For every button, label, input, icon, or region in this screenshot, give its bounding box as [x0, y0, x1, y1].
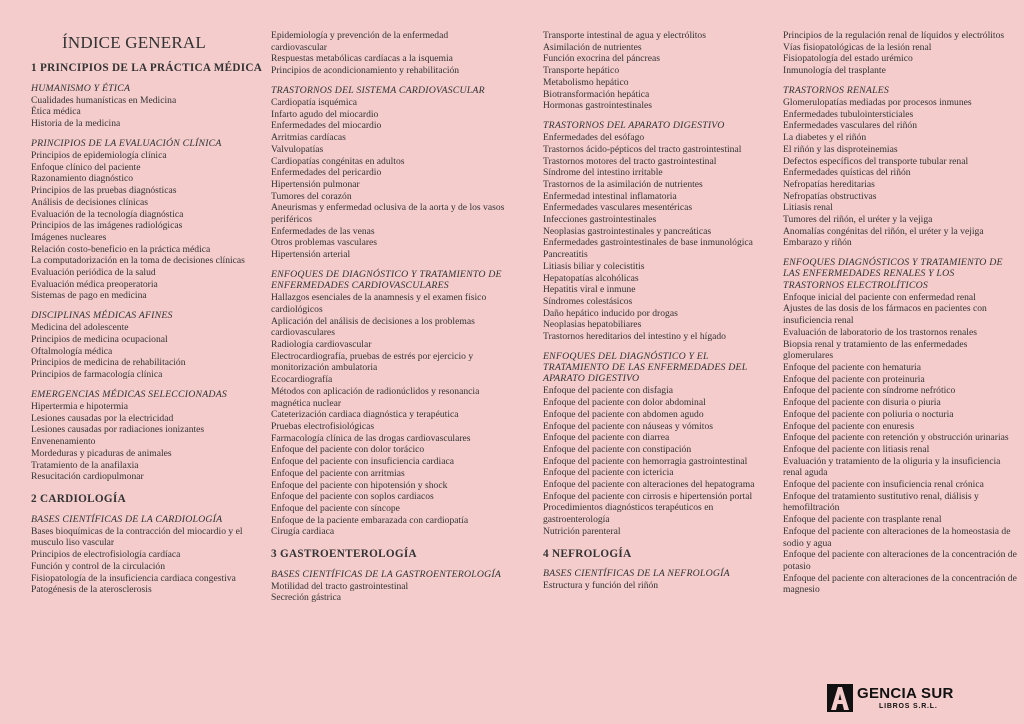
- index-entry: Enfoque del paciente con cirrosis e hipertensión portal: [543, 490, 753, 502]
- index-column-1: [31, 30, 265, 596]
- section-heading: TRASTORNOS DEL APARATO DIGESTIVO: [543, 119, 725, 131]
- index-entry: Hormonas gastrointestinales: [543, 100, 652, 112]
- section-heading: TRASTORNOS RENALES: [783, 84, 890, 96]
- index-entry: Historia de la medicina: [31, 118, 121, 130]
- chapter-heading: 2 CARDIOLOGÍA: [31, 493, 126, 505]
- index-entry: Trastornos de la asimilación de nutrientes: [543, 178, 703, 190]
- index-entry: Enfoque del paciente con disuria o piuria: [783, 397, 941, 409]
- index-entry: Mordeduras y picaduras de animales: [31, 447, 172, 459]
- index-entry: Evaluación periódica de la salud: [31, 267, 156, 279]
- index-entry: Enfoque del paciente con alteraciones de la concentración de magnesio: [783, 572, 1017, 596]
- index-entry: Trastornos hereditarios del intestino y el hígado: [543, 331, 726, 343]
- index-entry: Lesiones causadas por radiaciones ionizantes: [31, 424, 205, 436]
- index-entry: Hipertermia e hipotermia: [31, 401, 128, 413]
- section-heading: DISCIPLINAS MÉDICAS AFINES: [31, 310, 173, 322]
- section-heading: ENFOQUES DIAGNÓSTICOS Y TRATAMIENTO DE LAS ENFERMEDADES RENALES Y LOS TRASTORNOS ELECTROLÍTICOS: [783, 257, 1003, 291]
- index-entry: Enfoque del paciente con náuseas y vómitos: [543, 420, 713, 432]
- index-entry: Análisis de decisiones clínicas: [31, 196, 148, 208]
- section-heading: PRINCIPIOS DE LA EVALUACIÓN CLÍNICA: [31, 137, 222, 149]
- index-entry: Enfoque del paciente con hemorragia gastrointestinal: [543, 455, 748, 467]
- index-entry: Hipertensión arterial: [271, 249, 351, 261]
- logo-a-mark-icon: [827, 684, 853, 712]
- index-entry: Metabolismo hepático: [543, 76, 629, 88]
- index-entry: Tratamiento de la anafilaxia: [31, 459, 139, 471]
- index-entry: Enfermedades del miocardio: [271, 120, 382, 132]
- column-entries: [783, 30, 1017, 596]
- index-entry: Pruebas electrofisiológicas: [271, 421, 375, 432]
- index-entry: Valvulopatías: [271, 143, 324, 155]
- index-entry: Métodos con aplicación de radionúclidos y resonancia magnética nuclear: [271, 385, 480, 409]
- index-entry: Tumores del riñón, el uréter y la vejiga: [783, 214, 933, 226]
- chapter-heading: 3 GASTROENTEROLOGÍA: [271, 548, 417, 561]
- index-entry: Nutrición parenteral: [543, 525, 621, 537]
- section-heading: TRASTORNOS DEL SISTEMA CARDIOVASCULAR: [271, 84, 485, 96]
- index-entry: Farmacología clínica de las drogas cardiovasculares: [271, 432, 471, 444]
- section-heading: ENFOQUES DEL DIAGNÓSTICO Y EL TRATAMIENTO DE LAS ENFERMEDADES DEL APARATO DIGESTIVO: [543, 350, 748, 385]
- index-entry: Síndrome del intestino irritable: [543, 167, 663, 179]
- index-entry: Hepatopatías alcohólicas: [543, 272, 639, 284]
- section-heading: BASES CIENTÍFICAS DE LA NEFROLOGÍA: [543, 568, 730, 580]
- index-entry: Defectos específicos del transporte tubular renal: [783, 155, 969, 167]
- index-entry: Enfoque del tratamiento sustitutivo renal, diálisis y hemofiltración: [783, 490, 979, 514]
- index-entry: Patogénesis de la aterosclerosis: [31, 584, 152, 596]
- index-column-2: [271, 30, 505, 604]
- index-entry: Función exocrina del páncreas: [543, 53, 660, 65]
- index-entry: Transporte intestinal de agua y electrólitos: [543, 30, 706, 41]
- index-entry: Trastornos ácido-pépticos del tracto gastrointestinal: [543, 143, 742, 155]
- index-entry: Enfermedades gastrointestinales de base inmunológica: [543, 237, 753, 249]
- index-entry: Enfoque del paciente con diarrea: [543, 432, 670, 444]
- index-entry: Enfoque del paciente con hipotensión y shock: [271, 479, 448, 491]
- index-entry: Cardiopatía isquémica: [271, 97, 358, 109]
- index-entry: Cualidades humanísticas en Medicina: [31, 94, 177, 106]
- index-entry: Oftalmología médica: [31, 345, 113, 357]
- index-entry: Enfermedades del pericardio: [271, 167, 382, 179]
- index-entry: Inmunología del trasplante: [783, 65, 886, 77]
- index-entry: Enfoque del paciente con soplos cardiacos: [271, 491, 434, 503]
- index-entry: Enfoque del paciente con enuresis: [783, 420, 915, 432]
- index-entry: Nefropatías hereditarias: [783, 178, 875, 190]
- index-entry: Enfermedades quísticas del riñón: [783, 167, 911, 179]
- index-entry: Arritmias cardíacas: [271, 132, 346, 144]
- index-column-4: [783, 30, 1017, 596]
- index-entry: Vías fisiopatológicas de la lesión renal: [783, 41, 932, 53]
- index-entry: Trastornos motores del tracto gastrointestinal: [543, 155, 717, 167]
- index-entry: Secreción gástrica: [271, 592, 342, 604]
- index-entry: Enfoque del paciente con síndrome nefrótico: [783, 385, 956, 397]
- page-title: ÍNDICE GENERAL: [62, 33, 206, 52]
- index-entry: Enfoque del paciente con proteinuria: [783, 373, 925, 385]
- section-heading: BASES CIENTÍFICAS DE LA GASTROENTEROLOGÍA: [271, 568, 502, 580]
- section-heading: EMERGENCIAS MÉDICAS SELECCIONADAS: [31, 388, 227, 400]
- index-entry: Enfoque de la paciente embarazada con cardiopatía: [271, 514, 469, 526]
- index-entry: Imágenes nucleares: [31, 231, 107, 243]
- index-entry: Otros problemas vasculares: [271, 237, 378, 249]
- index-entry: Cateterización cardiaca diagnóstica y terapéutica: [271, 409, 459, 421]
- index-entry: Cardiopatías congénitas en adultos: [271, 155, 405, 167]
- index-entry: Biotransformación hepática: [543, 88, 650, 100]
- index-entry: Enfoque del paciente con abdomen agudo: [543, 408, 704, 420]
- index-entry: Enfoque inicial del paciente con enfermedad renal: [783, 291, 976, 303]
- index-column-3: [543, 30, 777, 592]
- index-entry: Relación costo-beneficio en la práctica médica: [31, 243, 211, 255]
- column-entries: [271, 30, 505, 604]
- publisher-logo: [827, 684, 954, 718]
- index-entry: Enfermedades de las venas: [271, 225, 375, 237]
- index-entry: Síndromes colestásicos: [543, 295, 633, 307]
- index-entry: Infecciones gastrointestinales: [543, 214, 657, 226]
- index-entry: Principios de las pruebas diagnósticas: [31, 185, 177, 197]
- index-entry: Estructura y función del riñón: [543, 580, 659, 592]
- index-entry: Principios de farmacología clínica: [31, 369, 163, 381]
- index-entry: Enfermedades del esófago: [543, 132, 645, 144]
- index-entry: Evaluación médica preoperatoria: [31, 278, 158, 290]
- index-entry: Enfoque del paciente con retención y obstrucción urinarias: [783, 432, 1009, 444]
- index-entry: Anomalías congénitas del riñón, el uréter y la vejiga: [783, 225, 984, 237]
- index-entry: Principios de epidemiología clínica: [31, 150, 167, 162]
- index-entry: Enfoque clínico del paciente: [31, 161, 141, 173]
- index-entry: Razonamiento diagnóstico: [31, 173, 134, 185]
- index-entry: Enfoque del paciente con constipación: [543, 443, 692, 455]
- index-entry: Sistemas de pago en medicina: [31, 290, 147, 302]
- index-entry: Glomerulopatías mediadas por procesos inmunes: [783, 97, 972, 109]
- index-entry: Enfoque del paciente con litiasis renal: [783, 443, 930, 455]
- chapter-heading: 1 PRINCIPIOS DE LA PRÁCTICA MÉDICA: [31, 62, 263, 74]
- index-entry: Electrocardiografía, pruebas de estrés por ejercicio y monitorización ambulatoria: [271, 350, 474, 374]
- index-entry: Biopsia renal y tratamiento de las enfermedades glomerulares: [783, 338, 968, 362]
- column-entries: [31, 62, 265, 596]
- index-entry: Principios de acondicionamiento y rehabilitación: [271, 65, 460, 77]
- index-entry: Bases bioquímicas de la contracción del miocardio y el musculo liso vascular: [31, 525, 243, 549]
- index-entry: Radiología cardiovascular: [271, 339, 372, 351]
- index-entry: Nefropatías obstructivas: [783, 190, 877, 202]
- index-entry: Infarto agudo del miocardio: [271, 108, 379, 120]
- index-entry: Neoplasias hepatobiliares: [543, 319, 642, 331]
- index-entry: Enfoque del paciente con alteraciones del hepatograma: [543, 479, 755, 491]
- index-entry: Hallazgos esenciales de la anamnesis y el examen físico cardiológicos: [271, 292, 487, 315]
- index-entry: Enfoque del paciente con síncope: [271, 502, 400, 514]
- index-entry: Ecocardiografía: [271, 374, 333, 386]
- logo-subtitle: LIBROS S.R.L.: [879, 703, 938, 710]
- index-entry: Ajustes de las dosis de los fármacos en pacientes con insuficiencia renal: [783, 303, 987, 327]
- index-entry: Función y control de la circulación: [31, 560, 166, 572]
- section-heading: BASES CIENTÍFICAS DE LA CARDIOLOGÍA: [31, 513, 223, 525]
- index-entry: Enfoque del paciente con dolor abdominal: [543, 397, 706, 409]
- index-entry: Hipertensión pulmonar: [271, 178, 360, 190]
- index-entry: La diabetes y el riñón: [783, 132, 867, 144]
- index-entry: Motilidad del tracto gastrointestinal: [271, 580, 409, 592]
- index-entry: Enfoque del paciente con alteraciones de la homeostasia de sodio y agua: [783, 525, 1011, 549]
- index-entry: Enfoque del paciente con insuficiencia renal crónica: [783, 479, 984, 491]
- index-entry: Daño hepático inducido por drogas: [543, 307, 678, 319]
- section-heading: ENFOQUES DE DIAGNÓSTICO Y TRATAMIENTO DE ENFERMEDADES CARDIOVASCULARES: [271, 268, 502, 292]
- index-entry: Enfoque del paciente con insuficiencia cardiaca: [271, 456, 454, 468]
- column-entries: [543, 30, 777, 592]
- index-entry: Enfoque del paciente con hematuria: [783, 361, 921, 373]
- index-entry: Principios de medicina de rehabilitación: [31, 357, 186, 369]
- index-entry: Enfoque del paciente con poliuria o nocturia: [783, 408, 954, 420]
- index-entry: Enfoque del paciente con arritmias: [271, 467, 405, 479]
- index-entry: Neoplasias gastrointestinales y pancreáticas: [543, 225, 712, 237]
- index-entry: Aneurismas y enfermedad oclusiva de la aorta y de los vasos periféricos: [271, 202, 505, 226]
- index-entry: Enfoque del paciente con disfagia: [543, 385, 673, 397]
- index-entry: Enfermedades vasculares mesentéricas: [543, 202, 693, 214]
- index-entry: Hepatitis viral e inmune: [543, 284, 636, 296]
- index-entry: La computadorización en la toma de decisiones clínicas: [31, 255, 245, 267]
- index-entry: Envenenamiento: [31, 436, 96, 448]
- index-entry: Fisiopatología del estado urémico: [783, 53, 913, 65]
- index-entry: Litiasis biliar y colecistitis: [543, 260, 645, 272]
- index-entry: Procedimientos diagnósticos terapéuticos en gastroenterología: [543, 502, 714, 526]
- index-entry: Enfoque del paciente con trasplante renal: [783, 514, 942, 526]
- index-entry: Respuestas metabólicas cardíacas a la isquemia: [271, 53, 453, 65]
- index-entry: Epidemiología y prevención de la enfermedad cardiovascular: [271, 30, 449, 53]
- logo-brand-name: GENCIA SUR: [857, 685, 954, 702]
- index-entry: Enfoque del paciente con dolor torácico: [271, 444, 425, 456]
- chapter-heading: 4 NEFROLOGÍA: [543, 547, 632, 560]
- index-entry: Lesiones causadas por la electricidad: [31, 412, 174, 424]
- index-entry: Enfoque del paciente con ictericia: [543, 467, 674, 479]
- index-entry: Embarazo y riñón: [783, 237, 852, 249]
- index-entry: Pancreatitis: [543, 249, 588, 261]
- index-entry: Enfermedades tubulointersticiales: [783, 108, 914, 120]
- index-entry: Enfermedad intestinal inflamatoria: [543, 190, 677, 202]
- index-entry: Medicina del adolescente: [31, 322, 129, 334]
- index-entry: Transporte hepático: [543, 65, 620, 77]
- index-entry: Principios de la regulación renal de líquidos y electrólitos: [783, 30, 1005, 41]
- index-entry: Cirugía cardiaca: [271, 526, 335, 538]
- index-entry: Evaluación de laboratorio de los trastornos renales: [783, 326, 977, 338]
- index-entry: El riñón y las disproteinemias: [783, 143, 898, 155]
- index-entry: Aplicación del análisis de decisiones a los problemas cardiovasculares: [271, 315, 475, 339]
- index-entry: Ética médica: [31, 106, 81, 118]
- index-entry: Enfermedades vasculares del riñón: [783, 120, 917, 132]
- index-entry: Principios de medicina ocupacional: [31, 334, 168, 346]
- index-entry: Fisiopatología de la insuficiencia cardiaca congestiva: [31, 572, 236, 584]
- index-entry: Principios de electrofisiología cardíaca: [31, 549, 181, 561]
- index-entry: Principios de las imágenes radiológicas: [31, 220, 183, 232]
- index-entry: Asimilación de nutrientes: [543, 41, 642, 53]
- index-entry: Enfoque del paciente con alteraciones de la concentración de potasio: [783, 549, 1017, 572]
- index-entry: Evaluación y tratamiento de la oliguria y la insuficiencia renal aguda: [783, 455, 1001, 479]
- index-entry: Litiasis renal: [783, 202, 833, 214]
- index-entry: Evaluación de la tecnología diagnóstica: [31, 208, 184, 220]
- index-entry: Resucitación cardiopulmonar: [31, 471, 144, 483]
- section-heading: HUMANISMO Y ÉTICA: [31, 82, 131, 94]
- index-entry: Tumores del corazón: [271, 190, 352, 202]
